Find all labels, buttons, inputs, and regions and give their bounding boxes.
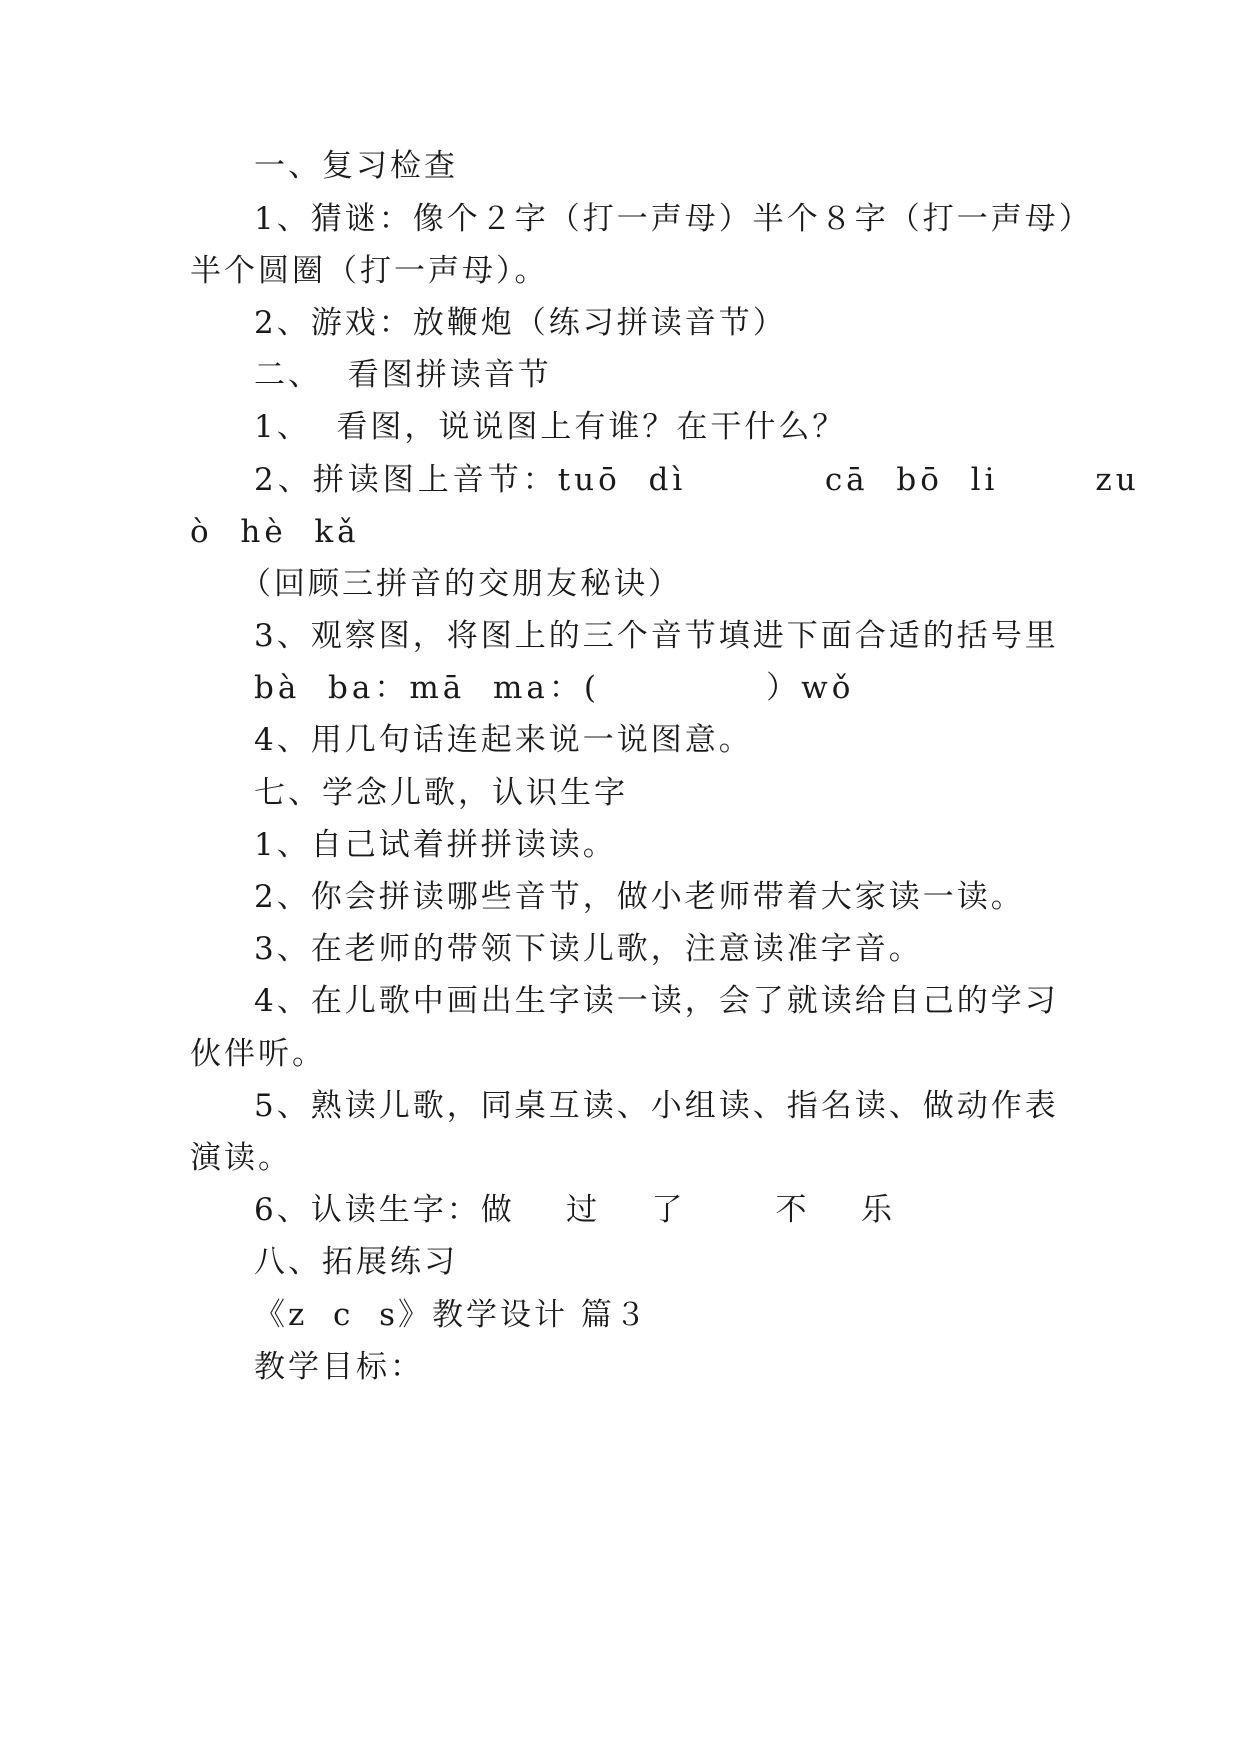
paragraph-look-picture: 1、 看图，说说图上有谁？在干什么？ xyxy=(254,409,847,445)
paragraph-game: 2、游戏：放鞭炮（练习拼读音节） xyxy=(254,305,787,341)
heading-picture-reading: 二、 看图拼读音节 xyxy=(254,357,552,393)
paragraph-little-teacher: 2、你会拼读哪些音节，做小老师带着大家读一读。 xyxy=(254,879,1025,915)
heading-objectives: 教学目标： xyxy=(254,1349,424,1385)
paragraph-mark-characters-cont: 伙伴听。 xyxy=(190,1036,326,1072)
heading-review: 一、复习检查 xyxy=(254,148,458,184)
paragraph-fill-blank: bà ba：mā ma：( ）wǒ xyxy=(254,670,855,706)
paragraph-teacher-lead: 3、在老师的带领下读儿歌，注意读准字音。 xyxy=(254,931,923,967)
paragraph-recite-cont: 演读。 xyxy=(190,1140,292,1176)
paragraph-mark-characters: 4、在儿歌中画出生字读一读，会了就读给自己的学习 xyxy=(254,983,1059,1019)
paragraph-describe: 4、用几句话连起来说一说图意。 xyxy=(254,722,753,758)
paragraph-review-tip: （回顾三拼音的交朋友秘诀） xyxy=(240,566,682,602)
paragraph-new-characters: 6、认读生字：做 过 了 不 乐 xyxy=(254,1192,895,1228)
paragraph-self-read: 1、自己试着拼拼读读。 xyxy=(254,827,617,863)
heading-extension: 八、拓展练习 xyxy=(254,1244,458,1280)
paragraph-recite: 5、熟读儿歌，同桌互读、小组读、指名读、做动作表 xyxy=(254,1088,1059,1124)
heading-nursery-rhyme: 七、学念儿歌，认识生字 xyxy=(254,775,628,811)
paragraph-observe: 3、观察图，将图上的三个音节填进下面合适的括号里 xyxy=(254,618,1059,654)
paragraph-riddle-cont: 半个圆圈（打一声母）。 xyxy=(190,253,549,289)
paragraph-pinyin-syllables-cont: ò hè kǎ xyxy=(190,514,360,550)
heading-lesson-plan: 《z c s》教学设计 篇３ xyxy=(254,1297,649,1333)
paragraph-riddle: 1、猜谜：像个２字（打一声母）半个８字（打一声母） xyxy=(254,201,1093,237)
paragraph-pinyin-syllables: 2、拼读图上音节：tuō dì cā bō li zu xyxy=(254,462,1140,498)
